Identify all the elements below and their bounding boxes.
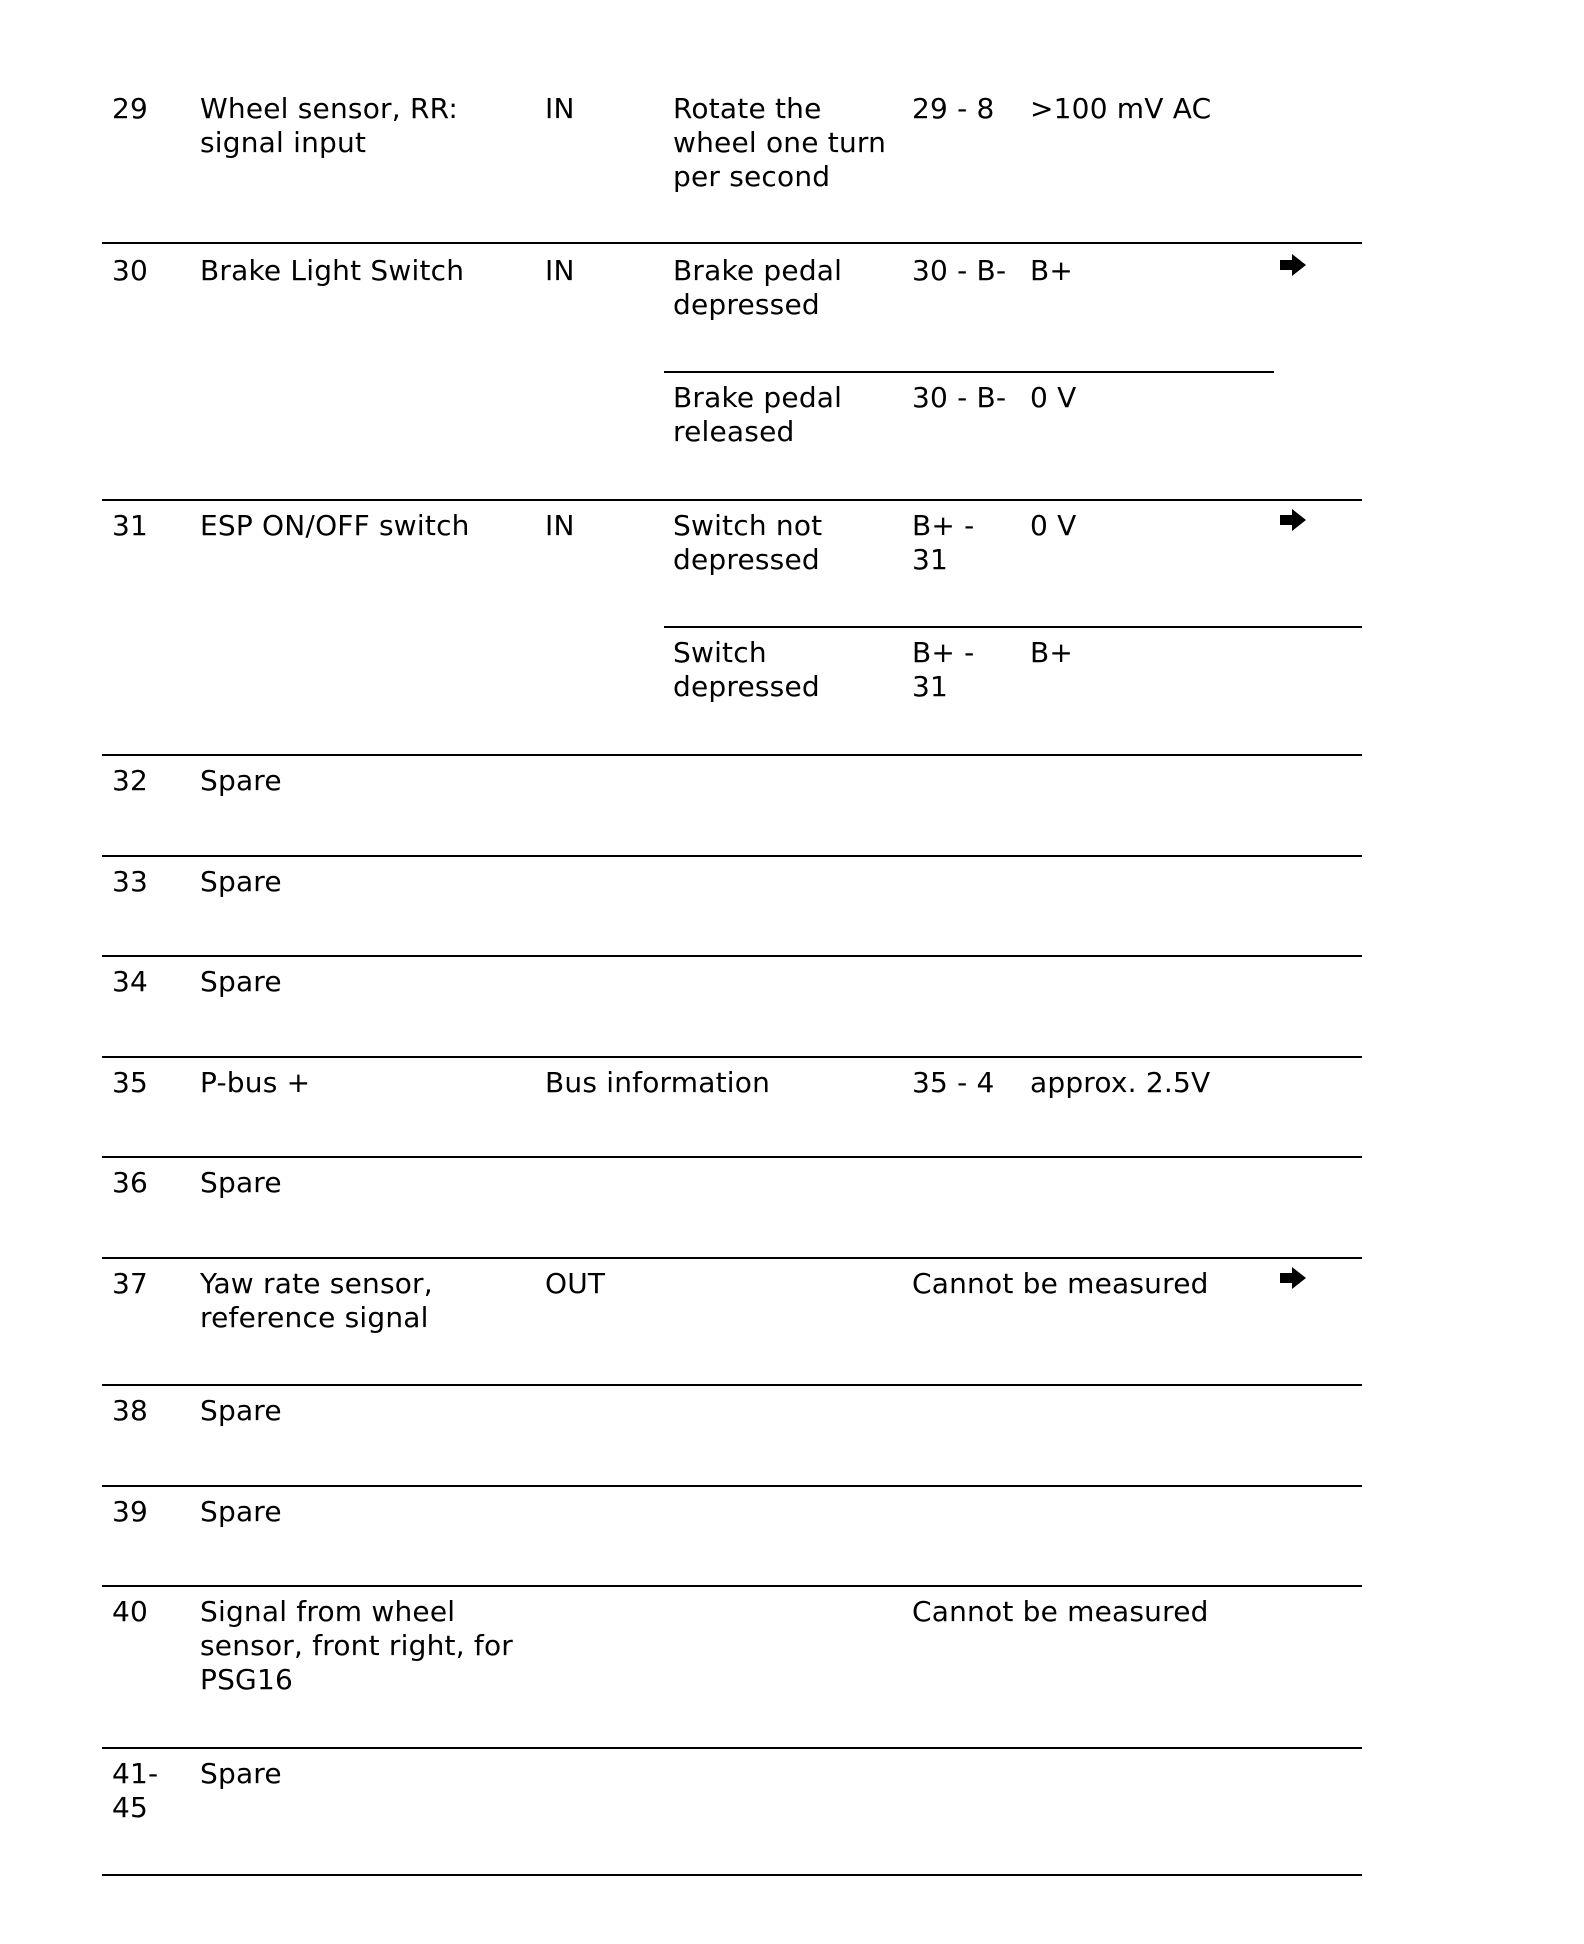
row-divider — [102, 1747, 1362, 1749]
test-condition: Bus information — [545, 1066, 771, 1099]
pin-number: 36 — [112, 1166, 149, 1199]
measure-between: 35 - 4 — [912, 1066, 995, 1099]
pin-function: Wheel sensor, RR: signal input — [200, 92, 459, 159]
pin-number: 34 — [112, 965, 149, 998]
pin-function: Signal from wheel sensor, front right, for PSG16 — [200, 1595, 513, 1696]
row-divider — [102, 242, 1362, 244]
row-divider — [102, 855, 1362, 857]
arrow-right-icon — [1278, 507, 1308, 533]
nominal-value: B+ — [1030, 254, 1074, 287]
sub-row-divider — [664, 371, 1274, 373]
measure-between: 29 - 8 — [912, 92, 995, 125]
test-condition: Switch not depressed — [673, 509, 823, 576]
measure-between: 30 - B- — [912, 381, 1007, 414]
pin-number: 35 — [112, 1066, 149, 1099]
row-divider — [102, 1156, 1362, 1158]
signal-type: IN — [545, 254, 575, 287]
pin-function: Spare — [200, 764, 282, 797]
pin-number: 37 — [112, 1267, 149, 1300]
row-divider — [102, 1874, 1362, 1876]
row-divider — [102, 1056, 1362, 1058]
pin-number: 32 — [112, 764, 149, 797]
row-divider — [102, 1384, 1362, 1386]
row-divider — [102, 754, 1362, 756]
test-condition: Switch depressed — [673, 636, 820, 703]
pin-number: 30 — [112, 254, 149, 287]
nominal-value: approx. 2.5V — [1030, 1066, 1211, 1099]
measure-between: B+ - 31 — [912, 636, 975, 703]
sub-row-divider — [664, 626, 1362, 628]
pin-function: Spare — [200, 865, 282, 898]
pin-number: 33 — [112, 865, 149, 898]
pin-function: Spare — [200, 1495, 282, 1528]
pin-function: ESP ON/OFF switch — [200, 509, 470, 542]
pin-number: 39 — [112, 1495, 149, 1528]
pin-number: 40 — [112, 1595, 149, 1628]
signal-type: IN — [545, 509, 575, 542]
pin-function: Spare — [200, 1757, 282, 1790]
pin-function: Brake Light Switch — [200, 254, 465, 287]
signal-type: OUT — [545, 1267, 606, 1300]
pin-number: 41- 45 — [112, 1757, 159, 1824]
pin-number: 29 — [112, 92, 149, 125]
test-condition: Brake pedal released — [673, 381, 843, 448]
pin-number: 31 — [112, 509, 149, 542]
measure-between: B+ - 31 — [912, 509, 975, 576]
pin-function: Spare — [200, 1166, 282, 1199]
test-condition: Brake pedal depressed — [673, 254, 843, 321]
row-divider — [102, 499, 1362, 501]
pin-number: 38 — [112, 1394, 149, 1427]
row-divider — [102, 955, 1362, 957]
pin-function: P-bus + — [200, 1066, 311, 1099]
measure-between: Cannot be measured — [912, 1267, 1209, 1300]
signal-type: IN — [545, 92, 575, 125]
measure-between: Cannot be measured — [912, 1595, 1209, 1628]
test-condition: Rotate the wheel one turn per second — [673, 92, 887, 193]
pin-function: Spare — [200, 965, 282, 998]
pin-function: Spare — [200, 1394, 282, 1427]
row-divider — [102, 1585, 1362, 1587]
nominal-value: 0 V — [1030, 381, 1077, 414]
pin-function: Yaw rate sensor, reference signal — [200, 1267, 433, 1334]
row-divider — [102, 1485, 1362, 1487]
arrow-right-icon — [1278, 1265, 1308, 1291]
arrow-right-icon — [1278, 252, 1308, 278]
nominal-value: 0 V — [1030, 509, 1077, 542]
nominal-value: >100 mV AC — [1030, 92, 1212, 125]
row-divider — [102, 1257, 1362, 1259]
measure-between: 30 - B- — [912, 254, 1007, 287]
nominal-value: B+ — [1030, 636, 1074, 669]
